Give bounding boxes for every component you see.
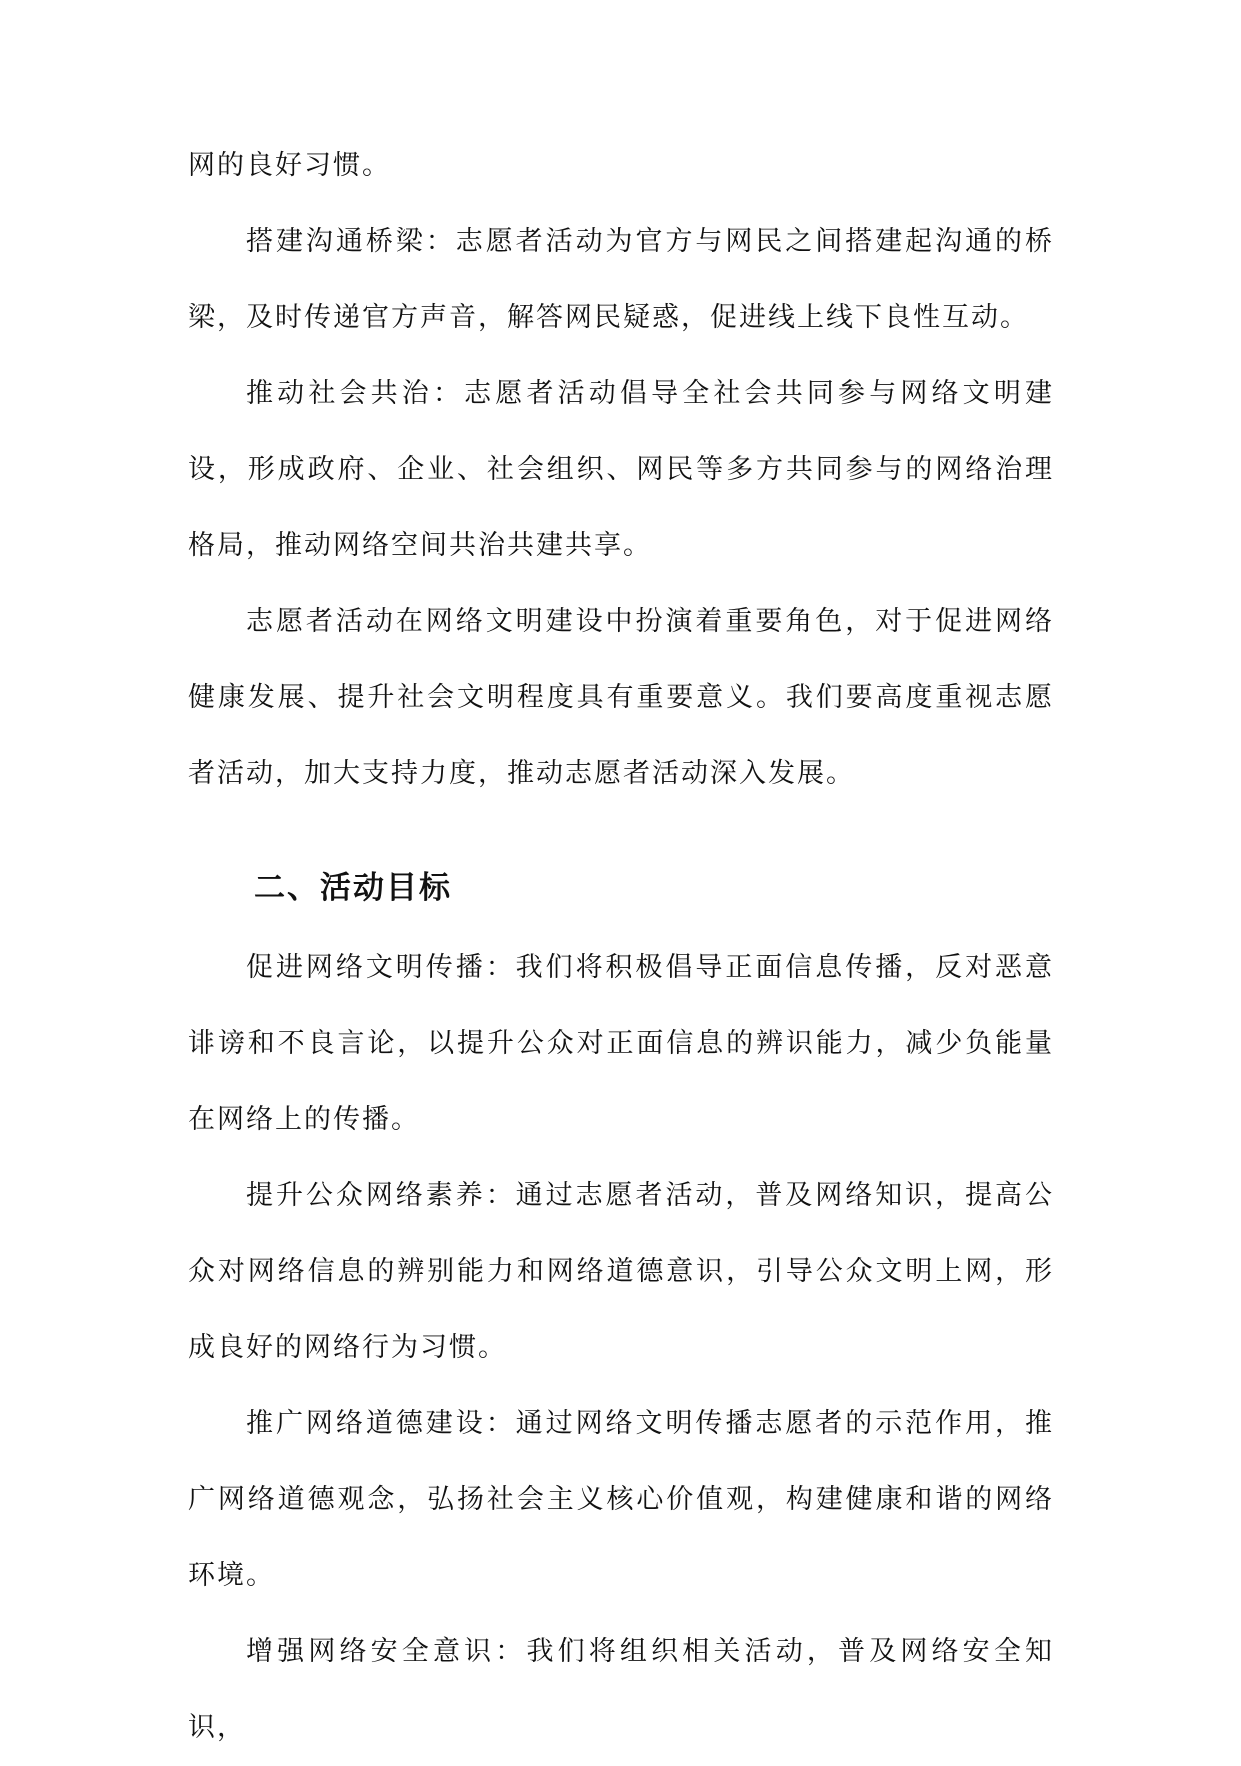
paragraph-improve-literacy: 提升公众网络素养：通过志愿者活动，普及网络知识，提高公众对网络信息的辨别能力和网络道德意识，引导公众文明上网，形成良好的网络行为习惯。 (188, 1180, 1054, 1363)
paragraph-social-governance: 推动社会共治：志愿者活动倡导全社会共同参与网络文明建设，形成政府、企业、社会组织、网民等多方共同参与的网络治理格局，推动网络空间共治共建共享。 (188, 378, 1054, 561)
section-2-body (188, 930, 1054, 1766)
paragraph-build-bridge: 搭建沟通桥梁：志愿者活动为官方与网民之间搭建起沟通的桥梁，及时传递官方声音，解答网民疑惑，促进线上线下良性互动。 (188, 226, 1054, 333)
paragraph-volunteer-role: 志愿者活动在网络文明建设中扮演着重要角色，对于促进网络健康发展、提升社会文明程度具有重要意义。我们要高度重视志愿者活动，加大支持力度，推动志愿者活动深入发展。 (188, 606, 1054, 789)
section-1-body (188, 128, 1054, 812)
paragraph-continuation: 网的良好习惯。 (188, 150, 391, 181)
paragraph-promote-civility: 促进网络文明传播：我们将积极倡导正面信息传播，反对恶意诽谤和不良言论，以提升公众对正面信息的辨识能力，减少负能量在网络上的传播。 (188, 952, 1054, 1135)
section-heading-activity-goals: 二、活动目标 (254, 870, 452, 906)
paragraph-security-awareness: 增强网络安全意识：我们将组织相关活动，普及网络安全知识， (188, 1636, 1054, 1743)
paragraph-moral-construction: 推广网络道德建设：通过网络文明传播志愿者的示范作用，推广网络道德观念，弘扬社会主义核心价值观，构建健康和谐的网络环境。 (188, 1408, 1054, 1591)
